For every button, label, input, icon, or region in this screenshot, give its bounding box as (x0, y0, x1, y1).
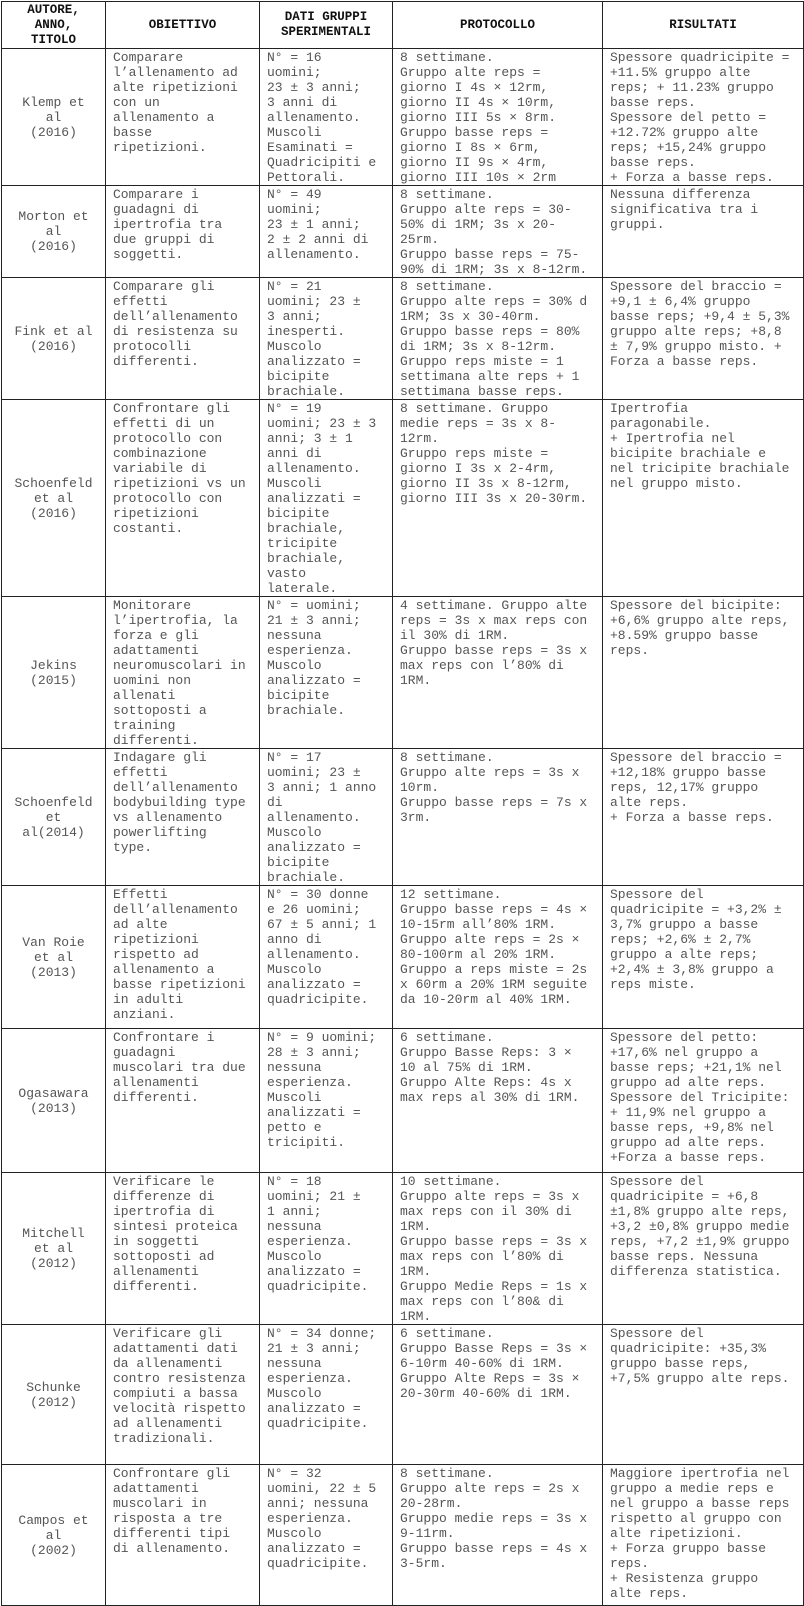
table-row (2, 1325, 804, 1465)
header-protocol: PROTOCOLLO (393, 2, 603, 49)
cell-groups: N° = uomini; 21 ± 3 anni; nessuna esperienza. Muscolo analizzato = bicipite brachiale. (260, 597, 393, 749)
cell-protocol: 8 settimane. Gruppo medie reps = 3s x 8- 12rm. Gruppo reps miste = giorno I 3s x 2-4rm, giorno II 3s x 8-12rm, giorno III 3s x 20-30rm. (393, 400, 603, 597)
cell-protocol: 6 settimane. Gruppo Basse Reps = 3s × 6-10rm 40-60% di 1RM. Gruppo Alte Reps = 3s × 20-30rm 40-60% di 1RM. (393, 1325, 603, 1465)
cell-objective: Verificare gli adattamenti dati da allenamenti contro resistenza compiuti a bassa velocità rispetto ad allenamenti tradizionali. (106, 1325, 260, 1465)
cell-author: Schoenfeld et al (2016) (2, 400, 106, 597)
cell-groups: N° = 32 uomini, 22 ± 5 anni; nessuna esperienza. Muscolo analizzato = quadricipite. (260, 1465, 393, 1606)
header-author: AUTORE, ANNO, TITOLO (2, 2, 106, 49)
cell-protocol: 10 settimane. Gruppo alte reps = 3s x max reps con il 30% di 1RM. Gruppo basse reps = 3s x max reps con l’80% di 1RM. Gruppo Medie Reps = 1s x max reps con l’80& di 1RM. (393, 1173, 603, 1325)
table-row (2, 1465, 804, 1606)
table-row (2, 886, 804, 1029)
cell-author: Mitchell et al (2012) (2, 1173, 106, 1325)
table-row (2, 1173, 804, 1325)
cell-author: Ogasawara (2013) (2, 1029, 106, 1173)
cell-groups: N° = 9 uomini; 28 ± 3 anni; nessuna esperienza. Muscoli analizzati = petto e tricipiti. (260, 1029, 393, 1173)
cell-author: Schoenfeld et al(2014) (2, 749, 106, 886)
cell-protocol: 8 settimane. Gruppo alte reps = giorno I 4s × 12rm, giorno II 4s × 10rm, giorno III 5s × 8rm. Gruppo basse reps = giorno I 8s × 6rm, giorno II 9s × 4rm, giorno III 10s × 2rm (393, 49, 603, 186)
cell-author: Van Roie et al (2013) (2, 886, 106, 1029)
cell-objective: Confrontare gli effetti di un protocollo con combinazione variabile di ripetizioni vs un protocollo con ripetizioni costanti. (106, 400, 260, 597)
cell-author: Campos et al (2002) (2, 1465, 106, 1606)
cell-results: Nessuna differenza significativa tra i gruppi. (603, 186, 804, 278)
table-row (2, 749, 804, 886)
cell-groups: N° = 49 uomini; 23 ± 1 anni; 2 ± 2 anni di allenamento. (260, 186, 393, 278)
cell-results: Spessore del quadricipite: +35,3% gruppo basse reps, +7,5% gruppo alte reps. (603, 1325, 804, 1465)
header-groups: DATI GRUPPI SPERIMENTALI (260, 2, 393, 49)
cell-groups: N° = 21 uomini; 23 ± 3 anni; inesperti. Muscolo analizzato = bicipite brachiale. (260, 278, 393, 400)
cell-author: Klemp et al (2016) (2, 49, 106, 186)
table-row (2, 186, 804, 278)
cell-groups: N° = 17 uomini; 23 ± 3 anni; 1 anno di allenamento. Muscolo analizzato = bicipite brachiale. (260, 749, 393, 886)
cell-protocol: 12 settimane. Gruppo basse reps = 4s × 10-15rm all’80% 1RM. Gruppo alte reps = 2s × 80-100rm al 20% 1RM. Gruppo a reps miste = 2s x 60rm a 20% 1RM seguite da 10-20rm al 40% 1RM. (393, 886, 603, 1029)
studies-table (1, 1, 804, 1606)
cell-author: Jekins (2015) (2, 597, 106, 749)
cell-groups: N° = 34 donne; 21 ± 3 anni; nessuna esperienza. Muscolo analizzato = quadricipite. (260, 1325, 393, 1465)
cell-author: Morton et al (2016) (2, 186, 106, 278)
cell-objective: Comparare i guadagni di ipertrofia tra due gruppi di soggetti. (106, 186, 260, 278)
header-objective: OBIETTIVO (106, 2, 260, 49)
cell-protocol: 8 settimane. Gruppo alte reps = 30% d 1RM; 3s x 30-40rm. Gruppo basse reps = 80% di 1RM; 3s x 8-12rm. Gruppo reps miste = 1 settimana alte reps + 1 settimana basse reps. (393, 278, 603, 400)
cell-protocol: 8 settimane. Gruppo alte reps = 30- 50% di 1RM; 3s x 20- 25rm. Gruppo basse reps = 75- 90% di 1RM; 3s x 8-12rm. (393, 186, 603, 278)
cell-objective: Confrontare gli adattamenti muscolari in risposta a tre differenti tipi di allenamento. (106, 1465, 260, 1606)
cell-groups: N° = 18 uomini; 21 ± 1 anni; nessuna esperienza. Muscolo analizzato = quadricipite. (260, 1173, 393, 1325)
table-row (2, 278, 804, 400)
cell-objective: Confrontare i guadagni muscolari tra due allenamenti differenti. (106, 1029, 260, 1173)
cell-objective: Indagare gli effetti dell’allenamento bodybuilding type vs allenamento powerlifting type. (106, 749, 260, 886)
cell-results: Spessore del braccio = +9,1 ± 6,4% gruppo basse reps; +9,4 ± 5,3% gruppo alte reps; +8,8 ± 7,9% gruppo misto. + Forza a basse reps. (603, 278, 804, 400)
cell-protocol: 6 settimane. Gruppo Basse Reps: 3 × 10 al 75% di 1RM. Gruppo Alte Reps: 4s x max reps al 30% di 1RM. (393, 1029, 603, 1173)
cell-groups: N° = 19 uomini; 23 ± 3 anni; 3 ± 1 anni di allenamento. Muscoli analizzati = bicipite brachiale, tricipite brachiale, vasto laterale. (260, 400, 393, 597)
cell-objective: Verificare le differenze di ipertrofia di sintesi proteica in soggetti sottoposti ad allenamenti differenti. (106, 1173, 260, 1325)
cell-results: Spessore del quadricipite = +6,8 ±1,8% gruppo alte reps, +3,2 ±0,8% gruppo medie reps, +7,2 ±1,9% gruppo basse reps. Nessuna differenza statistica. (603, 1173, 804, 1325)
cell-objective: Comparare l’allenamento ad alte ripetizioni con un allenamento a basse ripetizioni. (106, 49, 260, 186)
cell-author: Schunke (2012) (2, 1325, 106, 1465)
table-row (2, 49, 804, 186)
cell-protocol: 8 settimane. Gruppo alte reps = 2s x 20-28rm. Gruppo medie reps = 3s x 9-11rm. Gruppo basse reps = 4s x 3-5rm. (393, 1465, 603, 1606)
cell-author: Fink et al (2016) (2, 278, 106, 400)
header-results: RISULTATI (603, 2, 804, 49)
cell-objective: Monitorare l’ipertrofia, la forza e gli adattamenti neuromuscolari in uomini non allenati sottoposti a training differenti. (106, 597, 260, 749)
cell-results: Spessore del braccio = +12,18% gruppo basse reps, 12,17% gruppo alte reps. + Forza a basse reps. (603, 749, 804, 886)
cell-results: Spessore quadricipite = +11.5% gruppo alte reps; + 11.23% gruppo basse reps. Spessore del petto = +12.72% gruppo alte reps; +15,24% gruppo basse reps. + Forza a basse reps. (603, 49, 804, 186)
cell-objective: Comparare gli effetti dell’allenamento di resistenza su protocolli differenti. (106, 278, 260, 400)
cell-protocol: 4 settimane. Gruppo alte reps = 3s x max reps con il 30% di 1RM. Gruppo basse reps = 3s x max reps con l’80% di 1RM. (393, 597, 603, 749)
cell-groups: N° = 16 uomini; 23 ± 3 anni; 3 anni di allenamento. Muscoli Esaminati = Quadricipiti e Pettorali. (260, 49, 393, 186)
cell-results: Ipertrofia paragonabile. + Ipertrofia nel bicipite brachiale e nel tricipite brachiale nel gruppo misto. (603, 400, 804, 597)
table-row (2, 597, 804, 749)
cell-results: Spessore del petto: +17,6% nel gruppo a basse reps; +21,1% nel gruppo ad alte reps. Spessore del Tricipite: + 11,9% nel gruppo a basse reps, +9,8% nel gruppo ad alte reps. +Forza a basse reps. (603, 1029, 804, 1173)
cell-groups: N° = 30 donne e 26 uomini; 67 ± 5 anni; 1 anno di allenamento. Muscolo analizzato = quadricipite. (260, 886, 393, 1029)
table-row (2, 1029, 804, 1173)
table-row (2, 400, 804, 597)
cell-objective: Effetti dell’allenamento ad alte ripetizioni rispetto ad allenamento a basse ripetizioni in adulti anziani. (106, 886, 260, 1029)
header-row (2, 2, 804, 49)
cell-protocol: 8 settimane. Gruppo alte reps = 3s x 10rm. Gruppo basse reps = 7s x 3rm. (393, 749, 603, 886)
cell-results: Spessore del bicipite: +6,6% gruppo alte reps, +8.59% gruppo basse reps. (603, 597, 804, 749)
cell-results: Maggiore ipertrofia nel gruppo a medie reps e nel gruppo a basse reps rispetto al gruppo con alte ripetizioni. + Forza gruppo basse reps. + Resistenza gruppo alte reps. (603, 1465, 804, 1606)
cell-results: Spessore del quadricipite = +3,2% ± 3,7% gruppo a basse reps; +2,6% ± 2,7% gruppo a alte reps; +2,4% ± 3,8% gruppo a reps miste. (603, 886, 804, 1029)
